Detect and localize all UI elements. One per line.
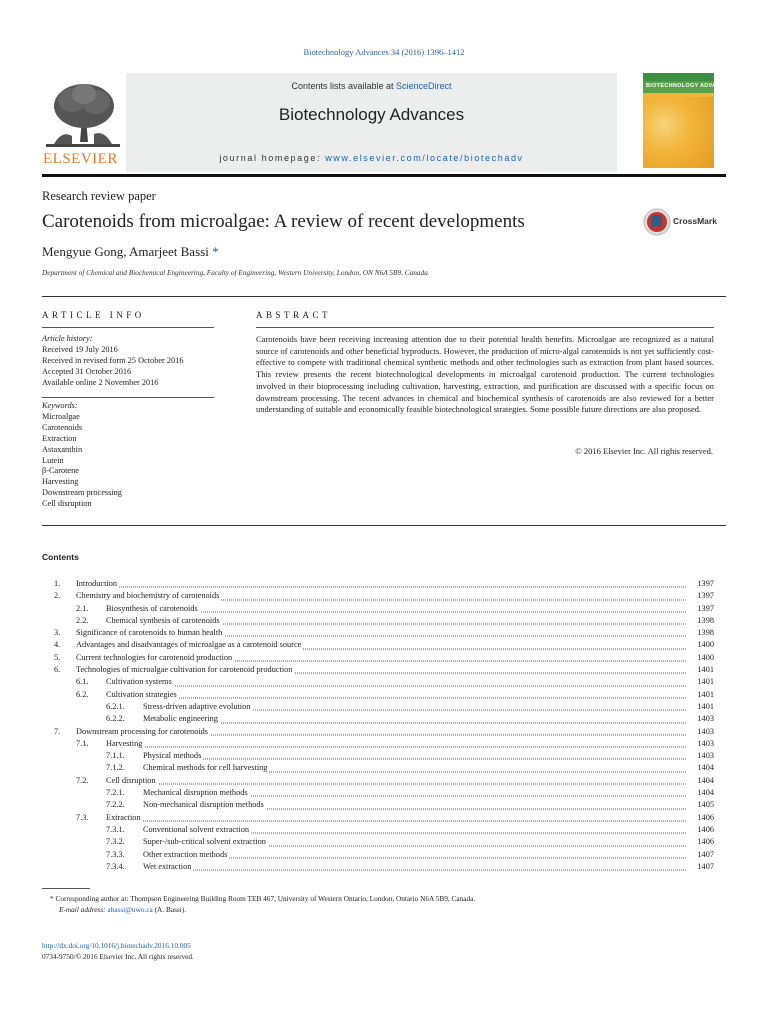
issn-line: 0734-9750/© 2016 Elsevier Inc. All rights reserved.: [42, 952, 194, 961]
toc-title[interactable]: Metabolic engineering: [143, 713, 220, 725]
toc-title[interactable]: Introduction: [76, 578, 119, 590]
toc-leader-dots: [106, 673, 686, 686]
paper-title: Carotenoids from microalgae: A review of recent developments: [42, 211, 525, 232]
footnote-text: Corresponding author at: Thompson Engineering Building Room TEB 467, University of Western Ontario, London, Ontario N6A 5B9, Canada.: [55, 894, 476, 903]
toc-number: 7.2.1.: [106, 788, 125, 798]
toc-title[interactable]: Chemistry and biochemistry of carotenoids: [76, 590, 221, 602]
abstract-end-rule: [42, 525, 726, 526]
toc-page-number: 1401: [697, 689, 714, 699]
toc-row[interactable]: [42, 861, 714, 873]
contents-heading: Contents: [42, 552, 79, 562]
toc-page-number: 1401: [697, 665, 714, 675]
toc-page-number: 1401: [697, 701, 714, 711]
keyword-item: Harvesting: [42, 477, 79, 487]
toc-page-number: 1407: [697, 861, 714, 871]
toc-page-number: 1400: [697, 652, 714, 662]
toc-number: 6.2.2.: [106, 714, 125, 724]
toc-leader-dots: [106, 771, 686, 784]
toc-title[interactable]: Chemical methods for cell harvesting: [143, 762, 269, 774]
contents-available-line: [126, 81, 617, 91]
toc-title[interactable]: Cell disruption: [106, 775, 158, 787]
history-revised: Received in revised form 25 October 2016: [42, 355, 184, 365]
toc-page-number: 1400: [697, 640, 714, 650]
keyword-item: Cell disruption: [42, 499, 92, 509]
toc-page-number: 1404: [697, 763, 714, 773]
toc-number: 7.3.4.: [106, 861, 125, 871]
history-received: Received 19 July 2016: [42, 344, 118, 354]
toc-number: 2.1.: [76, 603, 89, 613]
toc-title[interactable]: Wet extraction: [143, 861, 193, 873]
email-label: E-mail address:: [59, 905, 106, 914]
contents-prefix: Contents lists available at: [291, 81, 397, 91]
toc-page-number: 1404: [697, 788, 714, 798]
toc-number: 3.: [54, 628, 61, 638]
toc-title[interactable]: Non-mechanical disruption methods: [143, 799, 266, 811]
homepage-link[interactable]: www.elsevier.com/locate/biotechadv: [325, 153, 524, 163]
abstract-heading: ABSTRACT: [256, 310, 332, 320]
toc-number: 7.2.2.: [106, 800, 125, 810]
journal-title: Biotechnology Advances: [278, 105, 465, 124]
toc-page-number: 1406: [697, 837, 714, 847]
crossmark-icon: [643, 208, 671, 236]
keyword-item: Microalgae: [42, 411, 80, 421]
toc-title[interactable]: Other extraction methods: [143, 849, 229, 861]
toc-title[interactable]: Biosynthesis of carotenoids: [106, 603, 200, 615]
toc-number: 7.3.: [76, 812, 89, 822]
elsevier-wordmark: ELSEVIER: [43, 151, 118, 167]
keyword-item: Astaxanthin: [42, 444, 83, 454]
toc-page-number: 1397: [697, 603, 714, 613]
history-online: Available online 2 November 2016: [42, 377, 159, 387]
history-accepted: Accepted 31 October 2016: [42, 366, 132, 376]
doi-link[interactable]: http://dx.doi.org/10.1016/j.biotechadv.2016.10.005: [42, 941, 191, 950]
toc-number: 7.1.: [76, 738, 89, 748]
header-rule: [42, 174, 726, 177]
paper-type: Research review paper: [42, 189, 156, 203]
article-info-heading: ARTICLE INFO: [42, 310, 145, 320]
sciencedirect-link[interactable]: ScienceDirect: [396, 81, 452, 91]
toc-number: 6.: [54, 665, 61, 675]
toc-page-number: 1406: [697, 812, 714, 822]
email-suffix: (A. Bassi).: [154, 905, 187, 914]
crossmark-label: CrossMark: [673, 216, 717, 226]
toc-leader-dots: [106, 734, 686, 747]
toc-number: 6.2.: [76, 689, 89, 699]
article-history-label: Article history:: [42, 334, 93, 343]
toc-leader-dots: [143, 857, 686, 870]
toc-leader-dots: [143, 710, 686, 723]
toc-number: 7.3.1.: [106, 824, 125, 834]
author-list: [42, 244, 219, 260]
toc-page-number: 1407: [697, 849, 714, 859]
doi-block: [42, 940, 194, 962]
footnote-rule: [42, 888, 90, 889]
toc-number: 6.1.: [76, 677, 89, 687]
abstract-copyright: © 2016 Elsevier Inc. All rights reserved.: [575, 446, 713, 456]
toc-page-number: 1401: [697, 677, 714, 687]
crossmark-badge[interactable]: [643, 208, 719, 236]
email-link[interactable]: abassi@uwo.ca: [107, 905, 153, 914]
toc-page-number: 1397: [697, 591, 714, 601]
author-names: Mengyue Gong, Amarjeet Bassi: [42, 244, 209, 259]
keywords-rule: [42, 397, 214, 398]
toc-page-number: 1406: [697, 824, 714, 834]
keyword-item: Carotenoids: [42, 422, 83, 432]
cover-title: BIOTECHNOLOGY ADVANCES: [646, 83, 733, 89]
keyword-item: β-Carotene: [42, 466, 79, 476]
abstract-text: Carotenoids have been receiving increasing attention due to their potential health benefits. Microalgae are recognized as a natural source of carotenoids and other beneficial byproducts. However, the production of micro-algal carotenoids is not yet sufficiently cost-effective to compete with traditional chemical synthetic methods and other technologies such as extraction from plant based sources. This review presents the recent biotechnological developments in microalgal carotenoid production. The current technologies involved in their bioprocessing including cultivation, harvesting, extraction, and purification are discussed with a specific focus on downstream processing. The recent advances in chemical and biochemical synthesis of carotenoids are also reviewed for a better understanding of suitable and economically feasible biotechnological strategies. Some possible future directions are also proposed.: [256, 334, 714, 415]
toc-title[interactable]: Extraction: [106, 812, 143, 824]
toc-page-number: 1398: [697, 615, 714, 625]
toc-title[interactable]: Technologies of microalgae cultivation for carotenoid production: [76, 664, 294, 676]
toc-number: 5.: [54, 652, 61, 662]
journal-homepage-line: [126, 153, 617, 163]
toc-page-number: 1397: [697, 579, 714, 588]
toc-number: 6.2.1.: [106, 701, 125, 711]
toc-number: 7.3.3.: [106, 849, 125, 859]
abstract-rule: [256, 327, 714, 328]
toc-page-number: 1403: [697, 714, 714, 724]
corresponding-author-mark[interactable]: *: [212, 244, 219, 259]
toc-title[interactable]: Mechanical disruption methods: [143, 787, 250, 799]
toc-page-number: 1398: [697, 628, 714, 638]
toc-number: 7.1.1.: [106, 751, 125, 761]
keyword-item: Downstream processing: [42, 488, 122, 498]
toc-page-number: 1403: [697, 726, 714, 736]
article-info-rule: [42, 327, 214, 328]
corresponding-author-footnote: [42, 893, 682, 915]
footnote-mark: *: [50, 894, 54, 903]
toc-page-number: 1404: [697, 775, 714, 785]
toc-number: 7.2.: [76, 775, 89, 785]
toc-leader-dots: [143, 747, 686, 760]
toc-leader-dots: [106, 808, 686, 821]
keywords-list: [42, 401, 214, 510]
toc-number: 7.1.2.: [106, 763, 125, 773]
keyword-item: Extraction: [42, 433, 77, 443]
toc-page-number: 1405: [697, 800, 714, 810]
article-history: [42, 334, 214, 389]
keyword-item: Lutein: [42, 455, 64, 465]
toc-title[interactable]: Conventional solvent extraction: [143, 824, 251, 836]
journal-cover-image[interactable]: [643, 73, 733, 168]
homepage-label: journal homepage:: [219, 153, 326, 163]
toc-title[interactable]: Chemical synthesis of carotenoids: [106, 615, 222, 627]
toc-number: 7.: [54, 726, 61, 736]
toc-title[interactable]: Physical methods: [143, 750, 203, 762]
toc-title[interactable]: Current technologies for carotenoid production: [76, 652, 234, 664]
affiliation: Department of Chemical and Biochemical Engineering, Faculty of Engineering, Western University, London, ON N6A 5B9, Canada: [42, 268, 428, 277]
toc-title[interactable]: Advantages and disadvantages of microalgae as a carotenoid source: [76, 639, 303, 651]
toc-number: 2.2.: [76, 615, 89, 625]
toc-title[interactable]: Super-/sub-critical solvent extraction: [143, 836, 268, 848]
toc-number: 4.: [54, 640, 61, 650]
toc-page-number: 1403: [697, 751, 714, 761]
keywords-label: Keywords:: [42, 401, 78, 410]
toc-page-number: 1403: [697, 738, 714, 748]
toc-leader-dots: [106, 685, 686, 698]
toc-title[interactable]: Downstream processing for carotenoids: [76, 726, 210, 738]
toc-title[interactable]: Cultivation strategies: [106, 689, 179, 701]
toc-leader-dots: [76, 575, 686, 588]
toc-number: 7.3.2.: [106, 837, 125, 847]
toc-title[interactable]: Significance of carotenoids to human health: [76, 627, 224, 639]
title-divider: [42, 296, 726, 297]
toc-title[interactable]: Stress-driven adaptive evolution: [143, 701, 252, 713]
toc-number: 1.: [54, 579, 61, 588]
toc-title[interactable]: Harvesting: [106, 738, 144, 750]
toc-number: 2.: [54, 591, 61, 601]
table-of-contents: [42, 578, 714, 873]
journal-citation[interactable]: Biotechnology Advances 34 (2016) 1396–1412: [303, 47, 465, 57]
toc-title[interactable]: Cultivation systems: [106, 676, 174, 688]
